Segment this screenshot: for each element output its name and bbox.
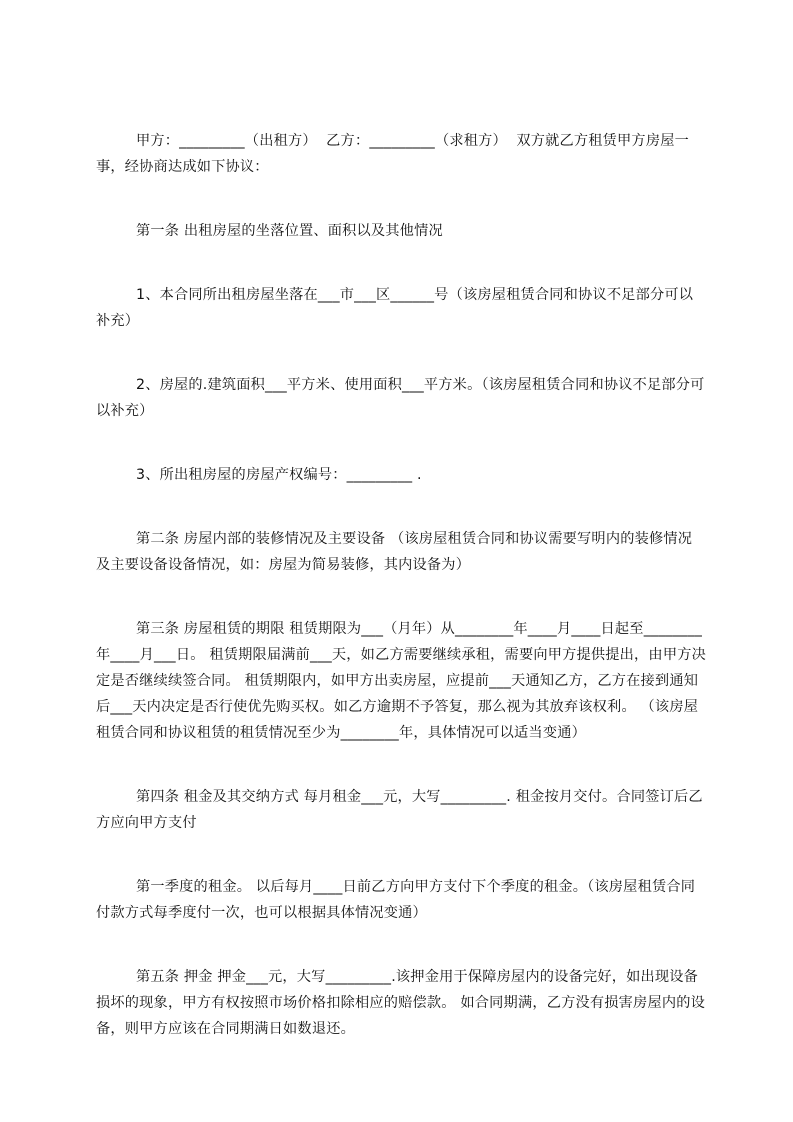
document-body: [96, 128, 706, 1080]
first-quarter-rent-paragraph: 第一季度的租金。 以后每月____日前乙方向甲方支付下个季度的租金。（该房屋租赁合同付款方式每季度付一次，也可以根据具体情况变通）: [96, 879, 696, 921]
article-4-paragraph: 第四条 租金及其交纳方式 每月租金___元，大写_________. 租金按月交付。合同签订后乙方应向甲方支付: [96, 789, 703, 831]
article-2-paragraph: 第二条 房屋内部的装修情况及主要设备 （该房屋租赁合同和协议需要写明内的装修情况及主要设备设备情况，如：房屋为简易装修，其内设备为）: [96, 531, 693, 573]
article-3-paragraph: 第三条 房屋租赁的期限 租赁期限为___（月年）从________年____月____日起至________年____月___日。 租赁期限届满前___天，如乙方需要继续承租，需要向甲方提供提出，由甲方决定是否继续续签合同。 租赁期限内，如甲方出卖房屋，应提前___天通知乙方，乙方在接到通知后___天内决定是否行使优先购买权。如乙方逾期不予答复，那么视为其放弃该权利。 （该房屋租赁合同和协议租赁的租赁情况至少为________年，具体情况可以适当变通）: [96, 621, 706, 741]
article-1-heading: 第一条 出租房屋的坐落位置、面积以及其他情况: [136, 223, 443, 239]
parties-paragraph: 甲方：_________（出租方） 乙方：_________（求租方） 双方就乙方租赁甲方房屋一事，经协商达成如下协议：: [96, 133, 689, 175]
article-1-item-2: 2、房屋的.建筑面积___平方米、使用面积___平方米。（该房屋租赁合同和协议不足部分可以补充）: [96, 377, 705, 419]
article-1-item-1: 1、本合同所出租房屋坐落在___市___区______号（该房屋租赁合同和协议不足部分可以补充）: [96, 287, 694, 329]
article-5-paragraph: 第五条 押金 押金___元，大写_________.该押金用于保障房屋内的设备完好，如出现设备损坏的现象，甲方有权按照市场价格扣除相应的赔偿款。 如合同期满，乙方没有损害房屋内的设备，则甲方应该在合同期满日如数退还。: [96, 969, 705, 1037]
article-1-item-3: 3、所出租房屋的房屋产权编号：_________ .: [136, 467, 422, 483]
